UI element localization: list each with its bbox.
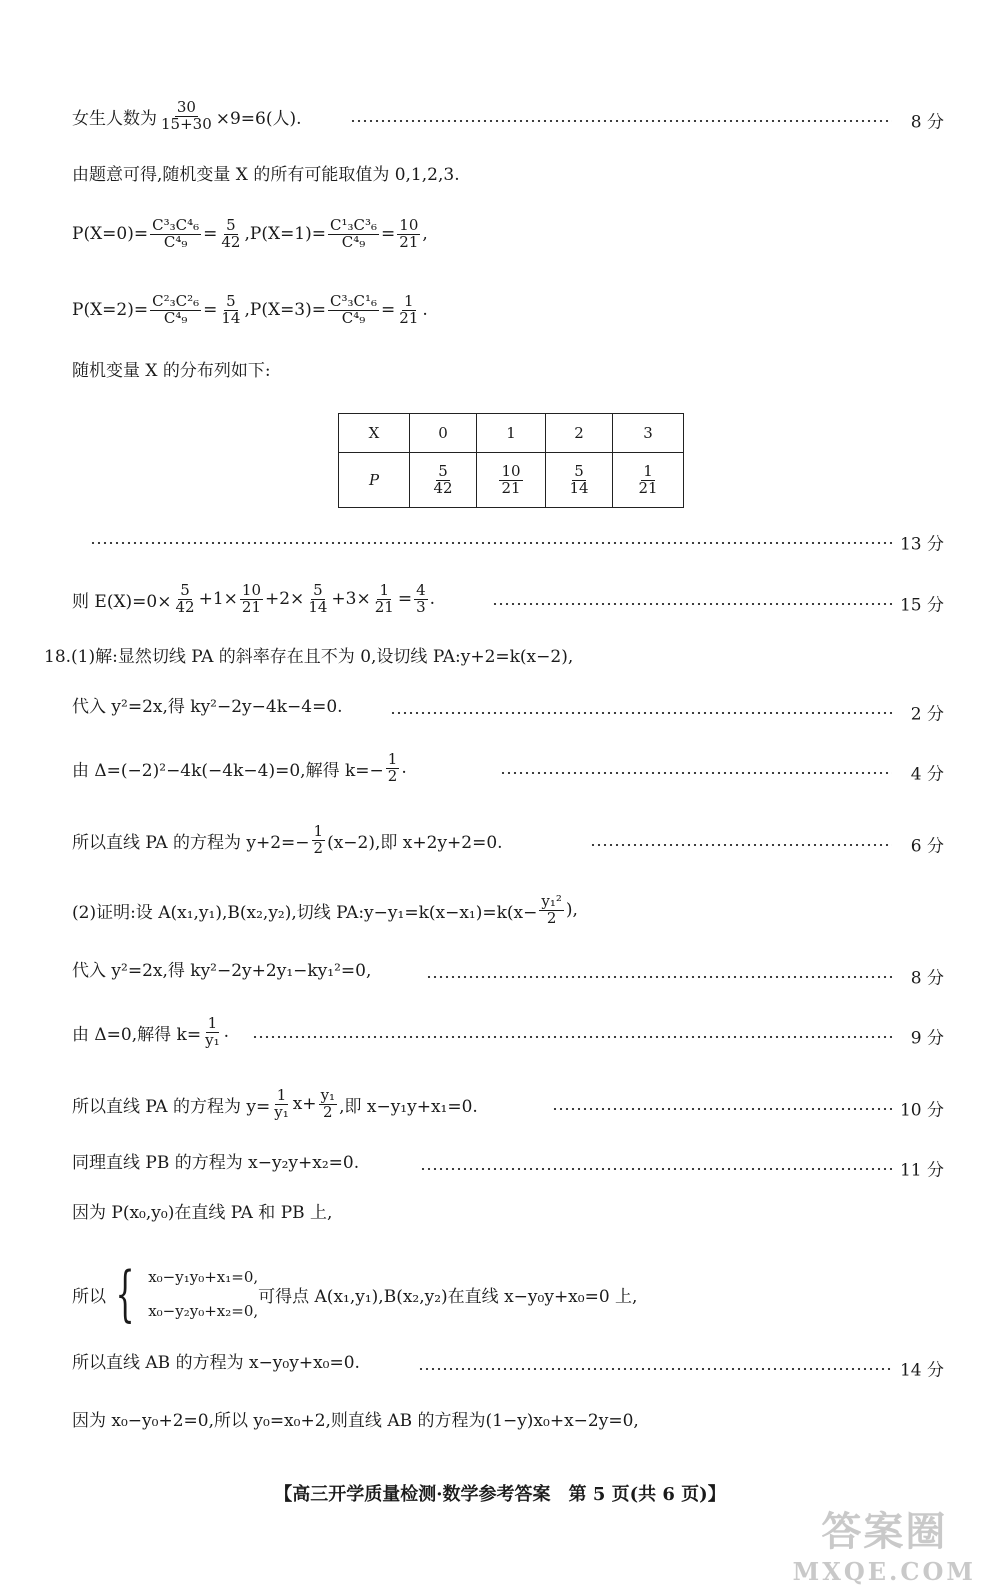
fraction xyxy=(150,294,201,327)
frac-den: 21 xyxy=(501,478,521,497)
frac-num: 1 xyxy=(207,1014,218,1032)
text-segment: P(X=2)= xyxy=(72,300,149,321)
frac-den: 2 xyxy=(387,766,398,785)
frac-den: 14 xyxy=(308,597,328,616)
fraction xyxy=(219,218,242,251)
left-brace-icon: { xyxy=(115,1259,135,1329)
line-content xyxy=(72,1406,639,1431)
fraction xyxy=(373,583,396,616)
leader-dots xyxy=(500,772,892,774)
fraction xyxy=(272,1088,291,1121)
leader-dots xyxy=(90,542,892,544)
fraction xyxy=(431,461,454,497)
text-segment: 由题意可得,随机变量 X 的所有可能取值为 0,1,2,3. xyxy=(72,165,460,185)
frac-num: 5 xyxy=(574,461,584,480)
frac-num: 1 xyxy=(643,461,653,480)
watermark-en: MXQE.COM xyxy=(792,1557,976,1586)
frac-num: C³₃C⁴₆ xyxy=(152,216,200,234)
leader-dots xyxy=(552,1108,892,1110)
line-content xyxy=(72,100,302,133)
fraction xyxy=(159,100,214,133)
text-segment: 则 E(X)=0× xyxy=(72,591,172,612)
line-female-count xyxy=(0,100,1000,140)
frac-den: 42 xyxy=(221,232,241,251)
line-content xyxy=(72,1198,332,1223)
equation-system xyxy=(106,1259,259,1329)
fraction xyxy=(240,583,263,616)
line-score-13 xyxy=(0,522,1000,562)
fraction xyxy=(539,894,564,927)
table-cell: 3 xyxy=(613,414,684,453)
text-segment: ×9=6(人). xyxy=(215,108,302,129)
line-system xyxy=(0,1260,1000,1328)
line-content xyxy=(72,160,460,185)
line-final xyxy=(0,1406,1000,1446)
frac-den: C⁴₉ xyxy=(341,232,366,251)
line-pa-equation-2 xyxy=(0,1088,1000,1128)
line-q18-part1 xyxy=(0,642,1000,682)
line-content xyxy=(72,356,271,381)
fraction xyxy=(386,752,400,785)
watermark-logo xyxy=(793,1500,976,1586)
leader-dots xyxy=(420,1168,892,1170)
line-content xyxy=(72,218,428,251)
score-label: 8 分 xyxy=(910,968,944,989)
score-label: 4 分 xyxy=(910,764,944,785)
line-content xyxy=(72,1088,478,1121)
distribution-table xyxy=(338,413,684,508)
line-q18-part2 xyxy=(0,894,1000,934)
frac-den: y₁ xyxy=(274,1102,289,1121)
text-segment: P(X=1)= xyxy=(249,224,327,245)
fraction xyxy=(203,1016,222,1049)
text-segment: 女生人数为 xyxy=(72,108,157,129)
frac-num: 10 xyxy=(399,216,419,234)
text-segment: = xyxy=(203,224,218,245)
text-segment: 所以 xyxy=(72,1286,106,1307)
text-segment: 所以直线 PA 的方程为 y+2=− xyxy=(72,832,310,853)
frac-den: C⁴₉ xyxy=(341,308,366,327)
line-content xyxy=(72,752,407,785)
line-distribution-intro xyxy=(0,356,1000,396)
text-segment: 同理直线 PB 的方程为 x−y₂y+x₂=0. xyxy=(72,1153,360,1173)
text-segment: 所以直线 AB 的方程为 x−y₀y+x₀=0. xyxy=(72,1353,360,1373)
text-segment: 可得点 A(x₁,y₁),B(x₂,y₂)在直线 x−y₀y+x₀=0 上, xyxy=(258,1286,638,1307)
frac-num: 5 xyxy=(313,581,323,599)
text-segment: +2× xyxy=(265,589,305,610)
text-segment: 由 Δ=(−2)²−4k(−4k−4)=0,解得 k=− xyxy=(72,760,384,781)
line-discriminant-2 xyxy=(0,1016,1000,1056)
score-label: 6 分 xyxy=(910,836,944,857)
table-cell: 2 xyxy=(546,414,613,453)
line-content xyxy=(72,824,503,857)
frac-den: C⁴₉ xyxy=(163,232,188,251)
table-cell xyxy=(613,453,684,508)
watermark-cn: 答案圈 xyxy=(821,1508,948,1555)
frac-den: y₁ xyxy=(205,1030,220,1049)
text-segment: = xyxy=(397,589,413,610)
leader-dots xyxy=(350,120,892,122)
text-segment: 因为 P(x₀,y₀)在直线 PA 和 PB 上, xyxy=(72,1203,333,1223)
fraction xyxy=(328,294,379,327)
frac-den: 21 xyxy=(241,597,261,616)
leader-dots xyxy=(390,712,892,714)
frac-num: 1 xyxy=(313,822,324,840)
score-label: 2 分 xyxy=(910,704,944,725)
frac-den: 21 xyxy=(374,597,394,616)
fraction xyxy=(174,583,197,616)
score-label: 13 分 xyxy=(899,534,944,555)
line-point-on-lines xyxy=(0,1198,1000,1238)
line-possible-values xyxy=(0,160,1000,200)
text-segment: 随机变量 X 的分布列如下: xyxy=(72,361,271,381)
leader-dots xyxy=(418,1368,892,1370)
system-rows xyxy=(148,1268,258,1320)
text-segment: . xyxy=(422,300,428,321)
fraction xyxy=(219,294,242,327)
fraction xyxy=(328,218,379,251)
frac-den: C⁴₉ xyxy=(163,308,188,327)
frac-num: 30 xyxy=(176,98,196,116)
frac-den: 14 xyxy=(221,308,241,327)
system-row: x₀−y₁y₀+x₁=0, xyxy=(148,1268,259,1286)
line-prob-0-1 xyxy=(0,218,1000,258)
frac-num: 1 xyxy=(387,750,398,768)
text-segment: , xyxy=(422,224,428,245)
line-content xyxy=(72,294,428,327)
score-label: 11 分 xyxy=(899,1160,944,1181)
line-prob-2-3 xyxy=(0,294,1000,334)
text-segment: . xyxy=(401,758,407,779)
line-discriminant-1 xyxy=(0,752,1000,792)
line-content xyxy=(72,956,371,981)
score-label: 15 分 xyxy=(899,595,944,616)
fraction xyxy=(312,824,326,857)
table-row xyxy=(339,414,684,453)
line-content xyxy=(72,1260,637,1328)
line-content xyxy=(72,583,435,616)
line-expectation xyxy=(0,583,1000,623)
frac-num: 5 xyxy=(180,581,190,599)
text-segment: 由 Δ=0,解得 k= xyxy=(72,1024,202,1045)
frac-den: 2 xyxy=(546,908,557,927)
frac-num: 5 xyxy=(226,292,236,310)
frac-den: 15+30 xyxy=(161,114,212,133)
text-segment: , xyxy=(244,224,250,245)
text-segment: (x−2),即 x+2y+2=0. xyxy=(327,832,503,853)
table-cell: 1 xyxy=(477,414,546,453)
text-segment: . xyxy=(223,1022,229,1043)
line-pb-equation xyxy=(0,1148,1000,1188)
frac-den: 2 xyxy=(323,1102,333,1121)
text-segment: P(X=0)= xyxy=(72,224,149,245)
frac-den: 2 xyxy=(313,838,324,857)
frac-den: 14 xyxy=(569,478,589,497)
frac-den: 21 xyxy=(638,478,658,497)
line-content xyxy=(72,1016,229,1049)
text-segment: x+ xyxy=(292,1094,317,1115)
line-content xyxy=(72,894,578,927)
frac-num: C²₃C²₆ xyxy=(152,292,200,310)
fraction xyxy=(636,461,659,497)
page-footer: 【高三开学质量检测·数学参考答案 第 5 页(共 6 页)】 xyxy=(274,1484,726,1505)
text-segment: = xyxy=(203,300,218,321)
line-content xyxy=(44,642,573,667)
score-label: 8 分 xyxy=(910,112,944,133)
fraction xyxy=(319,1088,338,1121)
frac-num: C¹₃C³₆ xyxy=(330,216,378,234)
frac-den: 3 xyxy=(416,597,426,616)
text-segment: P(X=3)= xyxy=(249,300,327,321)
fraction xyxy=(150,218,201,251)
frac-num: y₁² xyxy=(541,892,562,910)
frac-num: 5 xyxy=(226,216,236,234)
frac-den: 42 xyxy=(433,478,453,497)
frac-num: 10 xyxy=(501,461,521,480)
frac-den: 42 xyxy=(175,597,195,616)
text-segment: 代入 y²=2x,得 ky²−2y−4k−4=0. xyxy=(72,697,343,717)
fraction xyxy=(499,461,522,497)
frac-den: 21 xyxy=(399,308,419,327)
table-row xyxy=(339,453,684,508)
system-row: x₀−y₂y₀+x₂=0, xyxy=(148,1302,259,1320)
text-segment: +3× xyxy=(331,589,371,610)
score-label: 10 分 xyxy=(899,1100,944,1121)
frac-num: C³₃C¹₆ xyxy=(330,292,378,310)
fraction xyxy=(306,583,329,616)
row-label: P xyxy=(368,471,380,489)
text-segment: +1× xyxy=(198,589,238,610)
leader-dots xyxy=(252,1036,892,1038)
frac-num: 10 xyxy=(241,581,261,599)
text-segment: ), xyxy=(565,900,578,921)
text-segment: 因为 x₀−y₀+2=0,所以 y₀=x₀+2,则直线 AB 的方程为(1−y)x₀+x−2y=0, xyxy=(72,1411,639,1431)
line-content xyxy=(72,692,343,717)
text-segment: = xyxy=(381,224,396,245)
table-cell xyxy=(410,453,477,508)
text-segment: ,即 x−y₁y+x₁=0. xyxy=(339,1096,478,1117)
line-ab-equation xyxy=(0,1348,1000,1388)
text-segment: = xyxy=(381,300,396,321)
frac-num: 1 xyxy=(379,581,390,599)
table-cell xyxy=(477,453,546,508)
fraction xyxy=(397,294,420,327)
fraction xyxy=(567,461,590,497)
text-segment: 18.(1)解:显然切线 PA 的斜率存在且不为 0,设切线 PA:y+2=k(x−2), xyxy=(44,647,574,667)
score-label: 14 分 xyxy=(899,1360,944,1381)
frac-num: 4 xyxy=(416,581,426,599)
text-segment: 所以直线 PA 的方程为 y= xyxy=(72,1096,271,1117)
line-pa-equation-1 xyxy=(0,824,1000,864)
line-content xyxy=(72,1348,360,1373)
fraction xyxy=(414,583,428,616)
table-cell: 0 xyxy=(410,414,477,453)
line-substitute-2 xyxy=(0,956,1000,996)
line-content xyxy=(72,1148,359,1173)
frac-den: 21 xyxy=(399,232,419,251)
leader-dots xyxy=(590,844,892,846)
frac-num: y₁ xyxy=(320,1086,336,1104)
fraction xyxy=(397,218,420,251)
leader-dots xyxy=(426,976,892,978)
table-cell: X xyxy=(339,414,410,453)
text-segment: 代入 y²=2x,得 ky²−2y+2y₁−ky₁²=0, xyxy=(72,961,372,981)
table-cell xyxy=(546,453,613,508)
frac-num: 1 xyxy=(276,1086,287,1104)
score-label: 9 分 xyxy=(910,1028,944,1049)
text-segment: . xyxy=(429,589,436,610)
frac-num: 5 xyxy=(438,461,448,480)
table-cell xyxy=(339,453,410,508)
leader-dots xyxy=(492,603,892,605)
text-segment: , xyxy=(244,300,250,321)
line-substitute-1 xyxy=(0,692,1000,732)
text-segment: (2)证明:设 A(x₁,y₁),B(x₂,y₂),切线 PA:y−y₁=k(x−x₁)=k(x− xyxy=(72,902,538,923)
frac-num: 1 xyxy=(404,292,414,310)
